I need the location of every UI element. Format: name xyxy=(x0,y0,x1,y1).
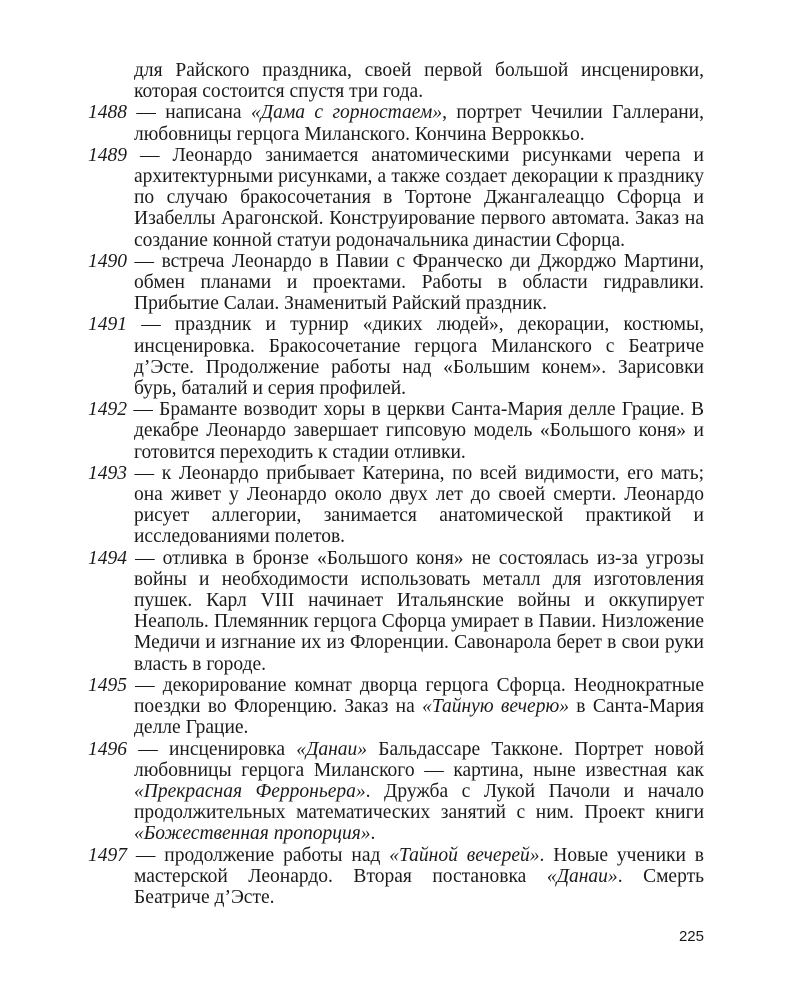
entry-title-italic: «Данаи» xyxy=(546,865,618,887)
entry-text: — инсценировка xyxy=(127,738,297,760)
entry-title-italic: «Дама с горностаем» xyxy=(250,102,443,124)
page-number: 225 xyxy=(678,928,704,945)
entry-text: . xyxy=(370,823,376,845)
entry-year: 1492 xyxy=(88,399,127,421)
chronology-entry xyxy=(88,145,704,251)
chronology-entry xyxy=(88,251,704,315)
chronology-entry xyxy=(88,739,704,845)
chronology-entry xyxy=(88,102,704,144)
entry-year: 1489 xyxy=(88,144,127,166)
entry-text: . Смерть Беатриче д’Эсте. xyxy=(134,865,704,908)
chronology-entry xyxy=(88,314,704,399)
chronology-entry xyxy=(88,463,704,548)
entry-title-italic: «Данаи» xyxy=(296,738,368,760)
book-page xyxy=(88,60,704,980)
entry-year: 1496 xyxy=(88,738,127,760)
entry-text: — написана xyxy=(127,102,251,124)
entry-year: 1490 xyxy=(88,250,127,272)
entry-text: Бальдассаре Такконе. Портрет новой любовницы герцога Миланского — картина, ныне известная как xyxy=(134,738,705,781)
entry-text: . Новые ученики в мастерской Леонардо. Вторая постановка xyxy=(134,844,705,887)
entry-text: — отливка в бронзе «Большого коня» не состоялась из-за угрозы войны и необходимости использовать металл для изготовления пушек. Карл VIII начинает Итальянские войны и оккупирует Неаполь. Племянник герцога Сфорца умирает в Павии. Низложение Медичи и изгнание их из Флоренции. Савонарола берет в свои руки власть в городе. xyxy=(127,547,704,675)
chronology-list xyxy=(88,102,704,908)
entry-text: — к Леонардо прибывает Катерина, по всей видимости, его мать; она живет у Леонардо около двух лет до своей смерти. Леонардо рисует аллегории, занимается анатомической практикой и исследованиями полетов. xyxy=(127,462,704,548)
entry-title-italic: «Тайной вечерей» xyxy=(389,844,540,866)
entry-text: — встреча Леонардо в Павии с Франческо ди Джорджо Мартини, обмен планами и проектами. Работы в области гидравлики. Прибытие Салаи. Знаменитый Райский праздник. xyxy=(127,250,704,315)
entry-text: — праздник и турнир «диких людей», декорации, костюмы, инсценировка. Бракосочетание герцога Миланского с Беатриче д’Эсте. Продолжение работы над «Большим конем». Зарисовки бурь, баталий и серия профилей. xyxy=(127,314,704,400)
entry-year: 1491 xyxy=(88,314,127,336)
entry-year: 1493 xyxy=(88,462,127,484)
chronology-entry xyxy=(88,548,704,675)
entry-title-italic: «Божественная пропорция» xyxy=(134,823,371,845)
entry-year: 1495 xyxy=(88,674,127,696)
entry-text: . Дружба с Лукой Пачоли и начало продолжительных математических занятий с ним. Проект книги xyxy=(134,780,704,824)
entry-text: — продолжение работы над xyxy=(127,844,390,866)
entry-title-italic: «Тайную вечерю» xyxy=(422,696,569,718)
entry-year: 1488 xyxy=(88,102,127,124)
entry-text: в Санта-Мария делле Грацие. xyxy=(134,696,704,739)
entry-text: — Браманте возводит хоры в церкви Санта-Мария делле Грацие. В декабре Леонардо завершает гипсовую модель «Большого коня» и готовится переходить к стадии отливки. xyxy=(127,399,704,463)
entry-text: — декорирование комнат дворца герцога Сфорца. Неоднократные поездки во Флоренцию. Заказ на xyxy=(127,674,704,718)
continuation-paragraph: для Райского праздника, своей первой большой инсценировки, которая состоится спустя три года. xyxy=(134,60,704,103)
chronology-entry xyxy=(88,399,704,463)
entry-text: — Леонардо занимается анатомическими рисунками черепа и архитектурными рисунками, а также создает декорации к празднику по случаю бракосочетания в Тортоне Джангалеаццо Сфорца и Изабеллы Арагонской. Конструирование первого автомата. Заказ на создание конной статуи родоначальника династии Сфорца. xyxy=(127,144,704,251)
entry-title-italic: «Прекрасная Ферроньера» xyxy=(134,780,366,802)
chronology-entry xyxy=(88,845,704,909)
entry-year: 1494 xyxy=(88,547,127,569)
entry-year: 1497 xyxy=(88,844,127,866)
chronology-entry xyxy=(88,675,704,739)
entry-text: , портрет Чечилии Галлерани, любовницы герцога Миланского. Кончина Верроккьо. xyxy=(134,102,704,145)
